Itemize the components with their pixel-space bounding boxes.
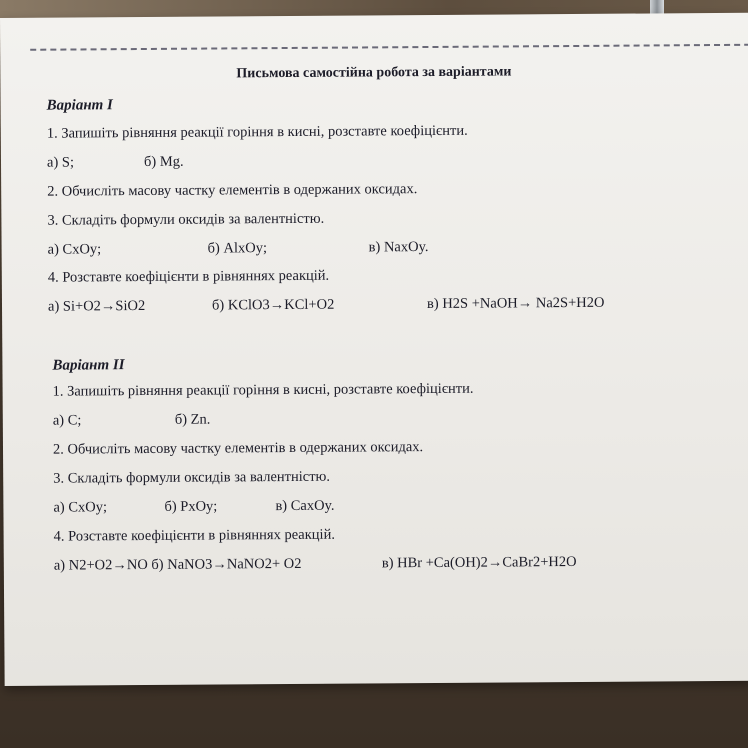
v2-q4-options-a-b: а) N2+O2→NO б) NaNO3→NaNO2+ O2 — [53, 555, 302, 574]
v1-q3-option-a: а) CxOy; — [47, 241, 102, 258]
worksheet-title: Письмова самостійна робота за варіантами — [236, 64, 512, 82]
v2-question-4: 4. Розставте коефіцієнти в рівняннях реакцій. — [53, 526, 335, 545]
v1-q1-option-b: б) Mg. — [143, 153, 184, 170]
v2-question-2: 2. Обчисліть масову частку елементів в одержаних оксидах. — [52, 439, 424, 458]
v1-q4-option-a: а) Si+O2→SiO2 — [47, 297, 146, 315]
v2-q3-option-b: б) PxOy; — [164, 498, 218, 515]
v1-question-2: 2. Обчисліть масову частку елементів в одержаних оксидах. — [47, 181, 418, 200]
v2-q1-option-b: б) Zn. — [174, 411, 211, 428]
v1-q4-option-b: б) KClO3→KCl+O2 — [211, 296, 335, 314]
v2-question-1: 1. Запишіть рівняння реакції горіння в кисні, розставте коефіцієнти. — [52, 380, 474, 400]
cut-line — [30, 44, 748, 51]
v1-question-1: 1. Запишіть рівняння реакції горіння в кисні, розставте коефіцієнти. — [46, 122, 468, 142]
v2-question-3: 3. Складіть формули оксидів за валентністю. — [53, 468, 331, 487]
v1-question-4: 4. Розставте коефіцієнти в рівняннях реакцій. — [47, 267, 330, 286]
v2-q4-option-c: в) HBr +Ca(OH)2→CaBr2+H2O — [381, 553, 577, 572]
variant-2-heading: Варіант II — [52, 357, 125, 374]
v1-q4-option-c: в) H2S +NaOH→ Na2S+H2O — [426, 294, 605, 313]
v2-q1-option-a: а) C; — [52, 412, 82, 429]
v2-q3-option-c: в) CaxOy. — [275, 497, 335, 515]
v1-q3-option-c: в) NaxOy. — [368, 239, 429, 256]
v2-q3-option-a: а) CxOy; — [53, 499, 108, 516]
v1-question-3: 3. Складіть формули оксидів за валентністю. — [47, 210, 325, 229]
worksheet-paper — [0, 13, 748, 686]
v1-q3-option-b: б) AlxOy; — [207, 240, 268, 257]
variant-1-heading: Варіант I — [46, 97, 113, 114]
v1-q1-option-a: а) S; — [46, 154, 75, 171]
